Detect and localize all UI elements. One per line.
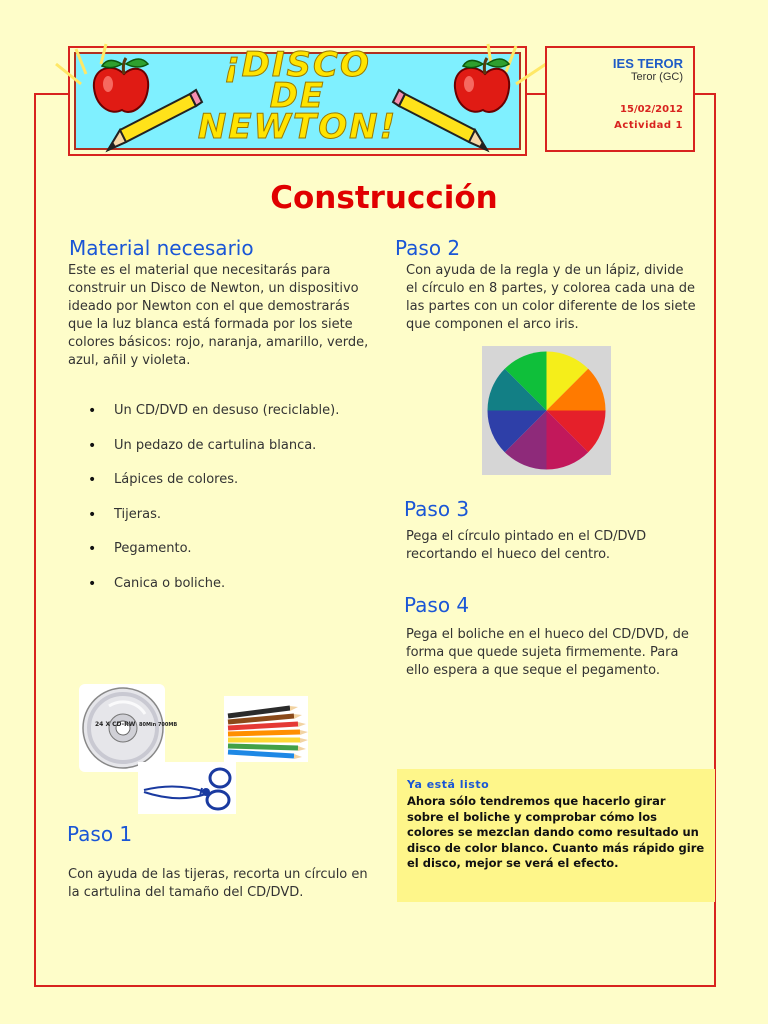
apple-pencil-right	[403, 54, 513, 154]
material-list	[88, 394, 339, 602]
color-wheel-image	[482, 346, 611, 475]
activity-label: Actividad 1	[614, 120, 683, 131]
paso1-text: Con ayuda de las tijeras, recorta un círculo en la cartulina del tamaño del CD/DVD.	[68, 867, 368, 900]
banner-background	[74, 45, 521, 150]
school-location: Teror (GC)	[631, 71, 683, 83]
color-wheel-icon	[482, 346, 611, 475]
colored-pencils-image	[224, 696, 308, 762]
page-title: Construcción	[270, 180, 498, 216]
list-item: • Un pedazo de cartulina blanca.	[88, 429, 339, 464]
cd-label-right: 80Min 700MB	[139, 722, 178, 728]
paso1-heading: Paso 1	[67, 822, 133, 846]
cd-icon	[79, 684, 178, 772]
cd-image	[79, 684, 178, 772]
banner-line-3: NEWTON!	[197, 107, 398, 147]
list-item: • Lápices de colores.	[88, 463, 339, 498]
scissors-icon	[138, 762, 236, 814]
note-title: Ya está listo	[407, 778, 490, 791]
list-item: • Canica o boliche.	[88, 567, 339, 602]
title-banner	[68, 46, 527, 156]
note-body: Ahora sólo tendremos que hacerlo girar sobre el boliche y comprobar cómo los colores se mezclan dando como resultado un disco de color blanco. Cuanto más rápido gire el disco, mejor se verá el efecto.	[407, 794, 705, 870]
list-item: • Pegamento.	[88, 532, 339, 567]
ready-note	[397, 769, 715, 902]
school-name: IES TEROR	[612, 56, 683, 71]
apple-pencil-left	[82, 54, 192, 154]
cd-label-left: 24 X CD-RW	[95, 721, 136, 728]
banner-title	[186, 45, 409, 147]
colored-pencils-icon	[224, 696, 308, 762]
paso3-text: Pega el círculo pintado en el CD/DVD recortando el hueco del centro.	[406, 529, 647, 562]
paso2-text: Con ayuda de la regla y de un lápiz, divide el círculo en 8 partes, y colorea cada una de las partes con un color diferente de los siete que componen el arco iris.	[406, 263, 696, 332]
banner-line-1: ¡DISCO	[224, 45, 371, 85]
list-item: • Tijeras.	[88, 498, 339, 533]
banner-line-2: DE	[269, 76, 326, 116]
material-intro: Este es el material que necesitarás para construir un Disco de Newton, un dispositivo ideado por Newton con el que demostrarás que la luz blanca está formada por los siete colores básicos: rojo, naranja, amarillo, verde, azul, añil y violeta.	[68, 263, 369, 368]
paso4-text: Pega el boliche en el hueco del CD/DVD, de forma que quede sujeta firmemente. Para ello espera a que seque el pegamento.	[406, 627, 689, 678]
scissors-image	[138, 762, 236, 814]
paso2-heading: Paso 2	[395, 236, 461, 260]
school-info-box	[545, 46, 695, 152]
apple-icon	[455, 58, 509, 112]
date-label: 15/02/2012	[620, 104, 683, 115]
material-heading: Material necesario	[69, 236, 254, 260]
paso4-heading: Paso 4	[404, 593, 470, 617]
list-item: • Un CD/DVD en desuso (reciclable).	[88, 394, 339, 429]
paso3-heading: Paso 3	[404, 497, 470, 521]
apple-icon	[94, 58, 148, 112]
